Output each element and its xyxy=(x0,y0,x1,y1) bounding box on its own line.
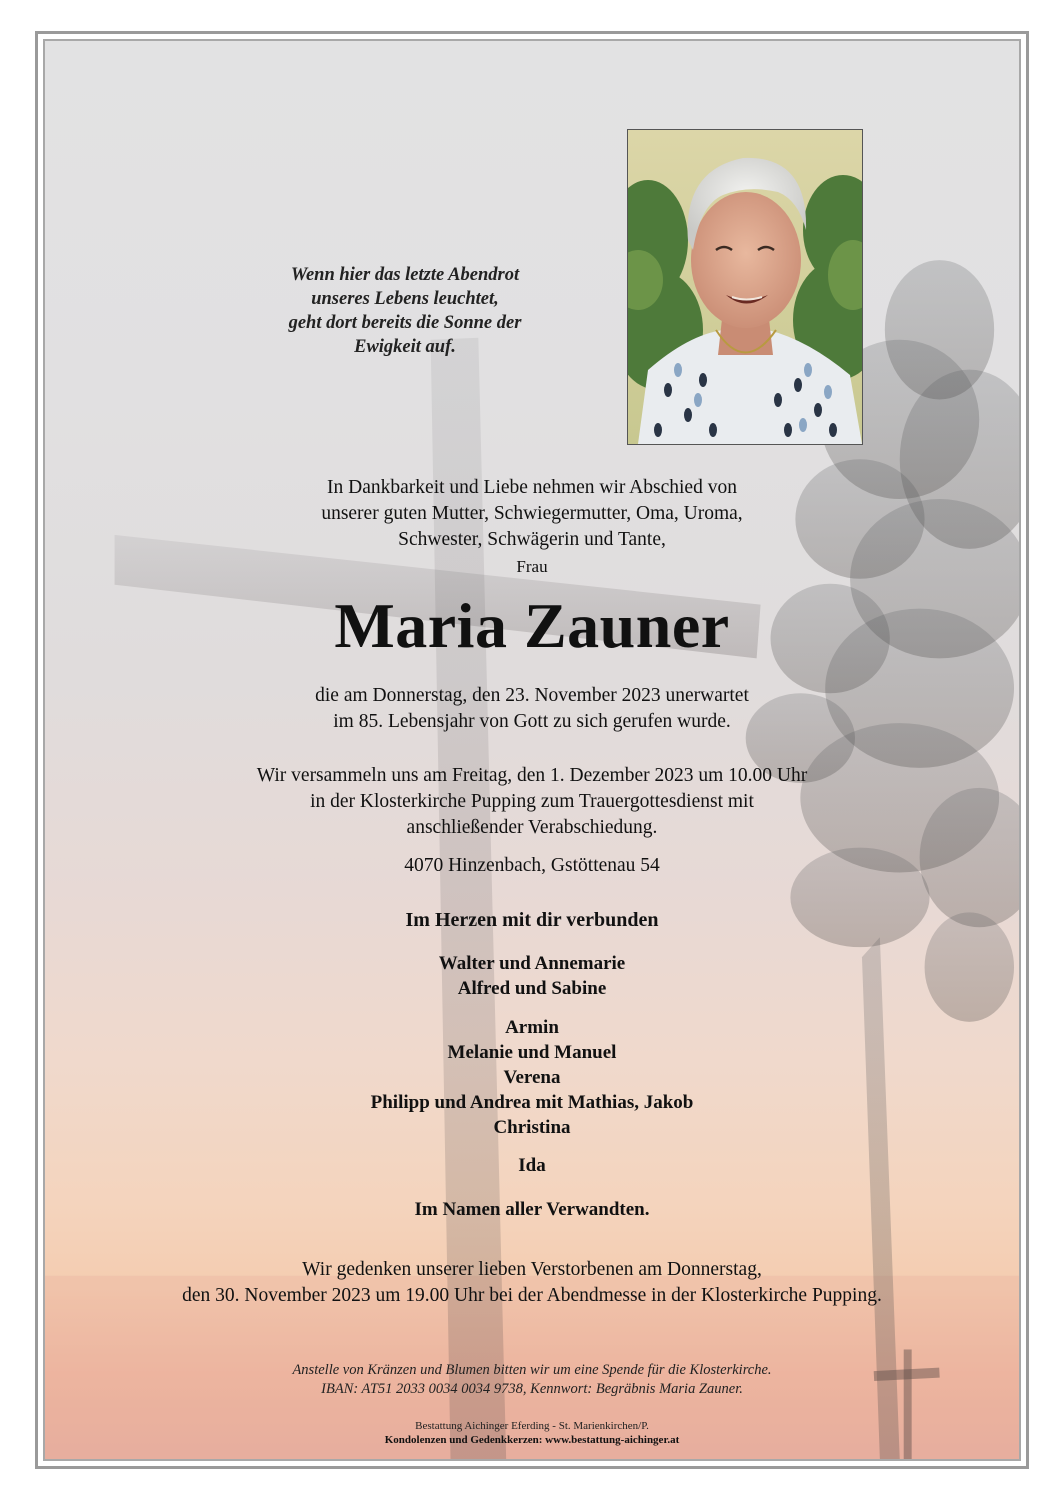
family-member: Armin xyxy=(505,1017,559,1038)
intro-text xyxy=(45,475,1019,553)
death-notice-line: die am Donnerstag, den 23. November 2023 unerwartet xyxy=(315,685,749,706)
obituary-inner-frame xyxy=(43,39,1021,1461)
quote-line: Wenn hier das letzte Abendrot xyxy=(290,265,520,285)
intro-line: Schwester, Schwägerin und Tante, xyxy=(398,529,666,550)
intro-line: unserer guten Mutter, Schwiegermutter, Oma, Uroma, xyxy=(321,503,743,524)
family-member: Melanie und Manuel xyxy=(447,1042,617,1063)
quote-line: geht dort bereits die Sonne der xyxy=(288,313,522,333)
memorial-mass-info xyxy=(45,1257,1019,1309)
service-line: Wir versammeln uns am Freitag, den 1. Dezember 2023 um 10.00 Uhr xyxy=(256,765,808,786)
service-line: anschließender Verabschiedung. xyxy=(406,817,658,838)
family-member: Philipp und Andrea mit Mathias, Jakob xyxy=(370,1092,694,1113)
family-member: Verena xyxy=(503,1067,561,1088)
memorial-line: den 30. November 2023 um 19.00 Uhr bei der Abendmesse in der Klosterkirche Pupping. xyxy=(182,1285,882,1306)
relatives-line: Im Namen aller Verwandten. xyxy=(414,1199,650,1220)
family-member: Christina xyxy=(493,1117,571,1138)
service-line: in der Klosterkirche Pupping zum Trauergottesdienst mit xyxy=(310,791,754,812)
family-grandchildren xyxy=(45,1015,1019,1140)
salutation: Frau xyxy=(516,557,548,576)
family-member: Alfred und Sabine xyxy=(457,978,607,999)
family-member: Ida xyxy=(518,1155,546,1176)
donation-line: IBAN: AT51 2033 0034 0034 9738, Kennwort: Begräbnis Maria Zauner. xyxy=(321,1381,743,1397)
death-notice xyxy=(45,683,1019,735)
portrait-photo xyxy=(627,129,863,445)
condolences-link[interactable]: Kondolenzen und Gedenkkerzen: www.bestattung-aichinger.at xyxy=(384,1434,680,1446)
family-address: 4070 Hinzenbach, Gstöttenau 54 xyxy=(404,855,660,876)
family-member: Walter und Annemarie xyxy=(438,953,626,974)
family-sibling xyxy=(45,1153,1019,1178)
family-children xyxy=(45,951,1019,1001)
obituary-card xyxy=(35,31,1029,1469)
donation-request xyxy=(45,1361,1019,1399)
background-cross-illustration xyxy=(45,41,1019,1459)
undertaker-name: Bestattung Aichinger Eferding - St. Marienkirchen/P. xyxy=(415,1420,649,1432)
quote-line: unseres Lebens leuchtet, xyxy=(311,289,499,309)
funeral-service-info xyxy=(45,763,1019,841)
quote-line: Ewigkeit auf. xyxy=(354,337,456,357)
intro-line: In Dankbarkeit und Liebe nehmen wir Abschied von xyxy=(327,477,737,498)
death-notice-line: im 85. Lebensjahr von Gott zu sich gerufen wurde. xyxy=(333,711,731,732)
donation-line: Anstelle von Kränzen und Blumen bitten wir um eine Spende für die Klosterkirche. xyxy=(292,1362,772,1378)
heart-line: Im Herzen mit dir verbunden xyxy=(405,909,659,931)
memorial-line: Wir gedenken unserer lieben Verstorbenen am Donnerstag, xyxy=(302,1259,762,1280)
memorial-quote xyxy=(255,263,555,359)
deceased-name: Maria Zauner xyxy=(334,590,730,661)
